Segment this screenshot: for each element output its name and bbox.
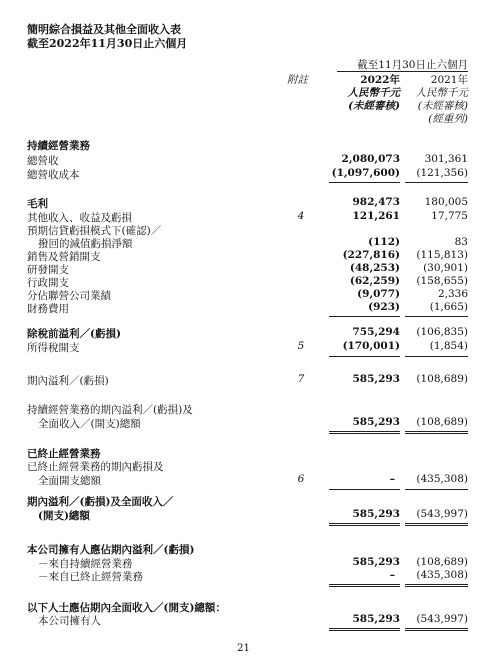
- row-label: 總營收: [27, 155, 59, 167]
- row-value-2022: (9,077): [357, 288, 400, 300]
- row-label: 以下人士應佔期內全面收入／(開支)總額：: [27, 602, 226, 614]
- row-value-2022: 585,293: [352, 373, 400, 385]
- restated-2021-header: (經重列): [428, 113, 468, 125]
- row-value-2021: (543,997): [416, 613, 468, 625]
- row-value-2021: (30,901): [423, 262, 468, 274]
- total-double-rule-2022: [329, 630, 400, 631]
- row-value-2021: 2,336: [437, 288, 468, 300]
- subtotal-rule-2021: [405, 316, 468, 317]
- row-value-2021: (435,308): [416, 473, 468, 485]
- row-note: 6: [297, 473, 305, 485]
- row-label: 本公司擁有人: [38, 615, 101, 627]
- row-label: 所得稅開支: [27, 342, 80, 354]
- row-value-2021: (1,665): [429, 301, 468, 313]
- row-label: 研發開支: [27, 264, 69, 276]
- row-value-2022: (112): [368, 236, 400, 248]
- row-value-2022: (1,097,600): [331, 167, 400, 179]
- subtotal-rule-2022: [329, 356, 400, 357]
- row-value-2022: –: [389, 473, 395, 485]
- row-value-2021: (108,689): [416, 556, 468, 568]
- row-value-2021: (115,813): [416, 249, 468, 261]
- row-label: 已終止經營業務: [27, 448, 101, 460]
- row-value-2021: (435,308): [416, 569, 468, 581]
- total-double-rule-2021: [405, 523, 468, 524]
- row-value-2021: (1,854): [429, 340, 468, 352]
- row-value-2021: 301,361: [424, 153, 468, 165]
- audit-2022-header: (未經審核): [348, 100, 400, 112]
- row-value-2022: (48,253): [349, 262, 400, 274]
- total-double-rule-2022: [329, 584, 400, 585]
- subtotal-rule-2022: [329, 182, 400, 183]
- total-double-rule-2021: [405, 630, 468, 631]
- unit-2022-header: 人民幣千元: [347, 87, 400, 99]
- total-double-rule-2021: [405, 586, 468, 587]
- row-label: 全面開支總額: [38, 475, 101, 487]
- row-label: 預期信貸虧損模式下(確認)／: [27, 225, 162, 237]
- row-value-2022: –: [389, 569, 395, 581]
- row-value-2022: 585,293: [352, 416, 400, 428]
- total-double-rule-2022: [329, 431, 400, 432]
- row-value-2022: 121,261: [352, 210, 400, 222]
- row-value-2021: (106,835): [416, 326, 468, 338]
- row-value-2021: 180,005: [424, 196, 468, 208]
- total-double-rule-2022: [329, 523, 400, 524]
- row-value-2021: 17,775: [431, 210, 468, 222]
- row-value-2021: (108,689): [416, 416, 468, 428]
- row-label: 分佔聯營公司業績: [27, 290, 111, 302]
- subtotal-rule-2021: [405, 182, 468, 183]
- unit-2021-header: 人民幣千元: [415, 87, 468, 99]
- total-double-rule-2021: [405, 433, 468, 434]
- total-double-rule-2021: [405, 431, 468, 432]
- period-header: 截至11月30日止六個月: [357, 59, 468, 71]
- row-value-2021: (108,689): [416, 373, 468, 385]
- subtotal-rule-2021: [405, 356, 468, 357]
- row-label: －來自已終止經營業務: [38, 571, 143, 583]
- row-label: (開支)總額: [38, 510, 90, 522]
- audit-2021-header: (未經審核): [417, 100, 468, 112]
- row-label: 總營收成本: [27, 169, 80, 181]
- row-value-2021: (158,655): [416, 275, 468, 287]
- row-value-2022: 755,294: [352, 326, 400, 338]
- year-2022-header: 2022年: [360, 74, 400, 86]
- row-value-2022: 585,293: [352, 508, 400, 520]
- row-label: －來自持續經營業務: [38, 558, 133, 570]
- total-double-rule-2021: [405, 628, 468, 629]
- row-value-2021: (543,997): [416, 508, 468, 520]
- subtotal-rule-2021: [405, 489, 468, 490]
- page-number: 21: [237, 643, 250, 654]
- row-value-2021: 83: [454, 236, 468, 248]
- total-double-rule-2022: [329, 628, 400, 629]
- row-label: 除稅前溢利／(虧損): [27, 328, 121, 340]
- row-label: 財務費用: [27, 303, 69, 315]
- year-2021-header: 2021年: [430, 74, 468, 86]
- row-label: 持續經營業務的期內溢利／(虧損)及: [27, 404, 193, 416]
- subtotal-rule-2022: [329, 489, 400, 490]
- row-label: 期內溢利／(虧損): [27, 375, 109, 387]
- total-double-rule-2021: [405, 584, 468, 585]
- row-label: 持續經營業務: [27, 140, 90, 152]
- row-label: 期內溢利／(虧損)及全面收入／: [27, 496, 174, 508]
- row-label: 毛利: [27, 198, 48, 210]
- total-double-rule-2021: [405, 525, 468, 526]
- row-label: 本公司擁有人應佔期內溢利／(虧損): [27, 544, 195, 556]
- statement-title: 簡明綜合損益及其他全面收入表: [27, 23, 181, 36]
- row-note: 5: [297, 340, 305, 352]
- row-value-2022: (62,259): [349, 275, 400, 287]
- row-label: 其他收入、收益及虧損: [27, 212, 132, 224]
- total-double-rule-2022: [329, 586, 400, 587]
- total-double-rule-2022: [329, 433, 400, 434]
- row-value-2022: 585,293: [352, 613, 400, 625]
- row-value-2022: 982,473: [352, 196, 400, 208]
- row-label: 全面收入／(開支)總額: [38, 418, 141, 430]
- row-value-2021: (121,356): [416, 167, 468, 179]
- row-label: 已終止經營業務的期內虧損及: [27, 461, 164, 473]
- row-value-2022: 2,080,073: [341, 153, 400, 165]
- row-label: 行政開支: [27, 277, 69, 289]
- row-value-2022: (170,001): [342, 340, 400, 352]
- row-value-2022: (227,816): [342, 249, 400, 261]
- row-value-2022: (923): [368, 301, 400, 313]
- row-label: 銷售及營銷開支: [27, 251, 101, 263]
- row-note: 7: [297, 373, 305, 385]
- total-double-rule-2022: [329, 525, 400, 526]
- row-value-2022: 585,293: [352, 556, 400, 568]
- subtotal-rule-2022: [329, 316, 400, 317]
- row-note: 4: [297, 210, 305, 222]
- notes-column-header: 附註: [287, 74, 308, 86]
- row-label: 撥回的減值虧損淨額: [38, 238, 133, 250]
- statement-subtitle: 截至2022年11月30日止六個月: [27, 37, 188, 50]
